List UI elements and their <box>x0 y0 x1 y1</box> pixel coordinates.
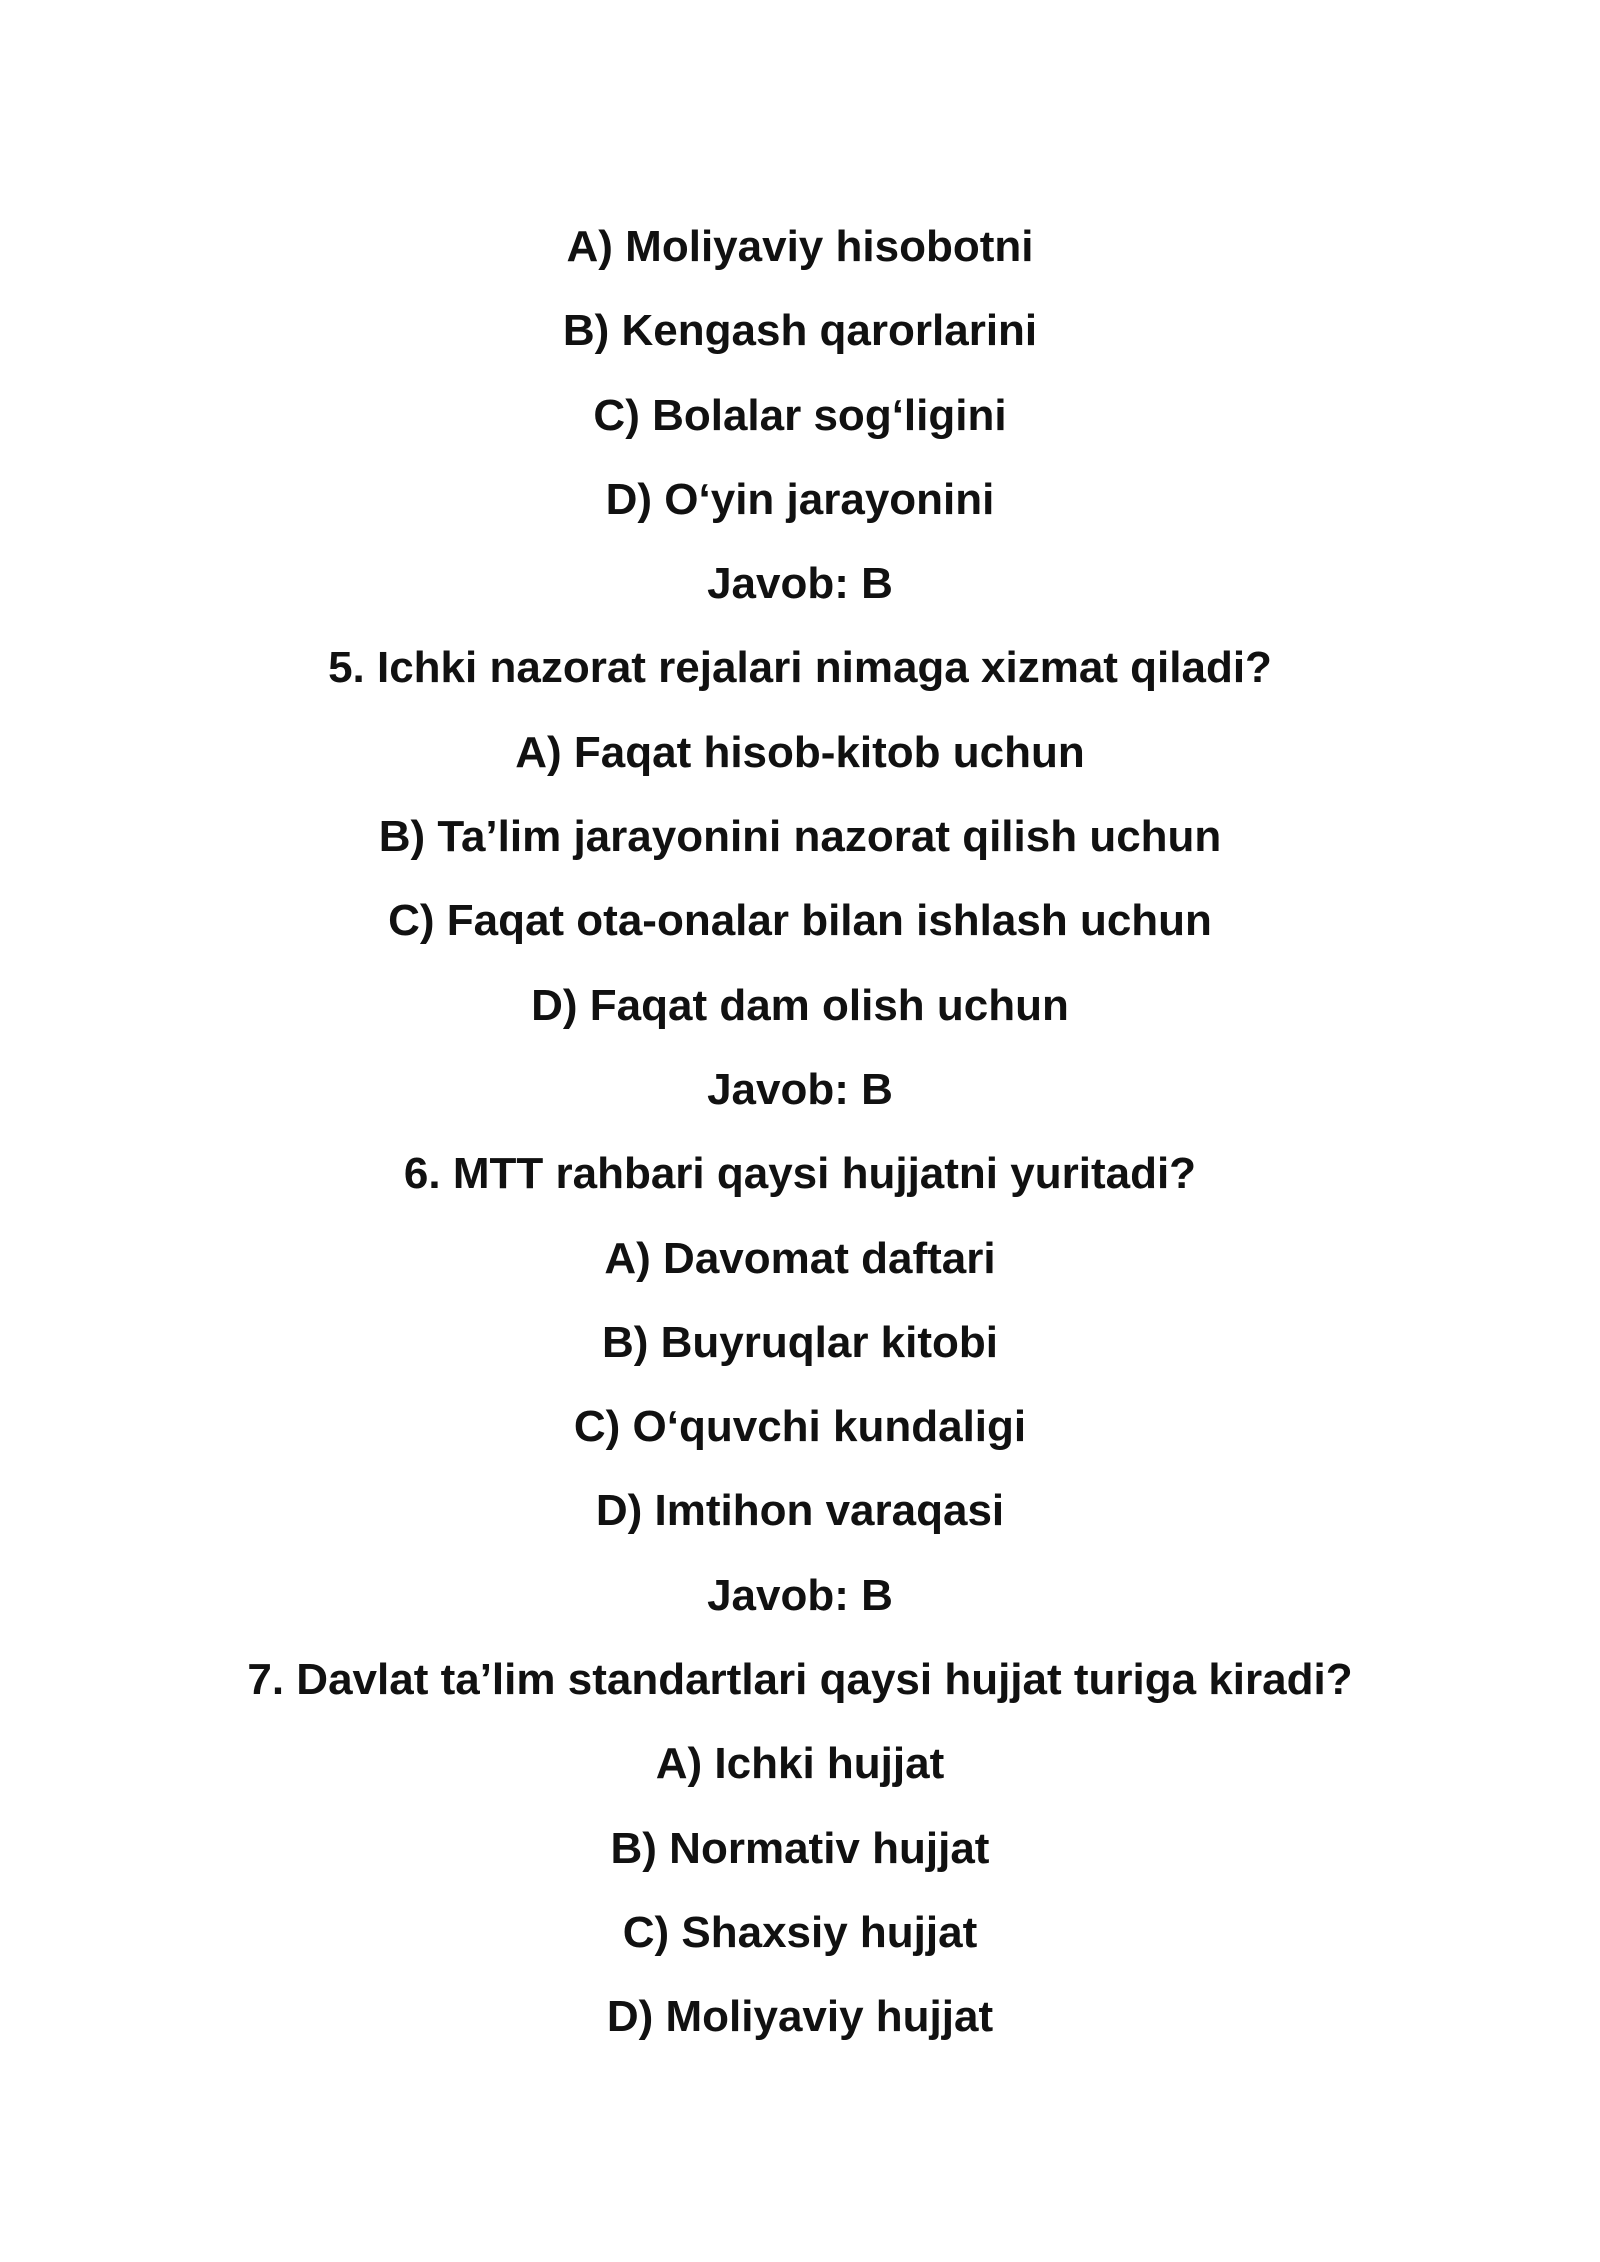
question-7-block <box>0 1638 1600 2059</box>
answer-line: Javob: B <box>707 1570 893 1620</box>
option-c: C) Shaxsiy hujjat <box>622 1907 978 1957</box>
question-4-block <box>0 205 1600 626</box>
option-c: C) O‘quvchi kundaligi <box>573 1402 1027 1452</box>
option-b: B) Kengash qarorlarini <box>562 306 1038 356</box>
document-page <box>0 205 1600 2060</box>
option-c: C) Faqat ota-onalar bilan ishlash uchun <box>388 896 1212 946</box>
answer-line: Javob: B <box>707 1064 893 1114</box>
option-a: A) Ichki hujjat <box>655 1739 945 1789</box>
question-text: 7. Davlat ta’lim standartlari qaysi hujjat turiga kiradi? <box>247 1655 1353 1705</box>
answer-line: Javob: B <box>707 559 893 609</box>
question-5-block <box>0 626 1600 1132</box>
option-b: B) Ta’lim jarayonini nazorat qilish uchun <box>378 812 1222 862</box>
option-d: D) Imtihon varaqasi <box>595 1486 1005 1536</box>
option-d: D) Moliyaviy hujjat <box>606 1992 994 2042</box>
option-a: A) Moliyaviy hisobotni <box>566 222 1034 271</box>
question-text: 5. Ichki nazorat rejalari nimaga xizmat qiladi? <box>328 643 1272 693</box>
question-text: 6. MTT rahbari qaysi hujjatni yuritadi? <box>403 1149 1197 1199</box>
option-b: B) Buyruqlar kitobi <box>601 1317 999 1367</box>
option-b: B) Normativ hujjat <box>610 1823 990 1873</box>
option-d: D) O‘yin jarayonini <box>605 474 995 524</box>
option-a: A) Faqat hisob-kitob uchun <box>515 727 1085 777</box>
question-6-block <box>0 1132 1600 1638</box>
option-a: A) Davomat daftari <box>604 1233 996 1283</box>
option-c: C) Bolalar sog‘ligini <box>593 390 1007 440</box>
option-d: D) Faqat dam olish uchun <box>531 980 1069 1030</box>
